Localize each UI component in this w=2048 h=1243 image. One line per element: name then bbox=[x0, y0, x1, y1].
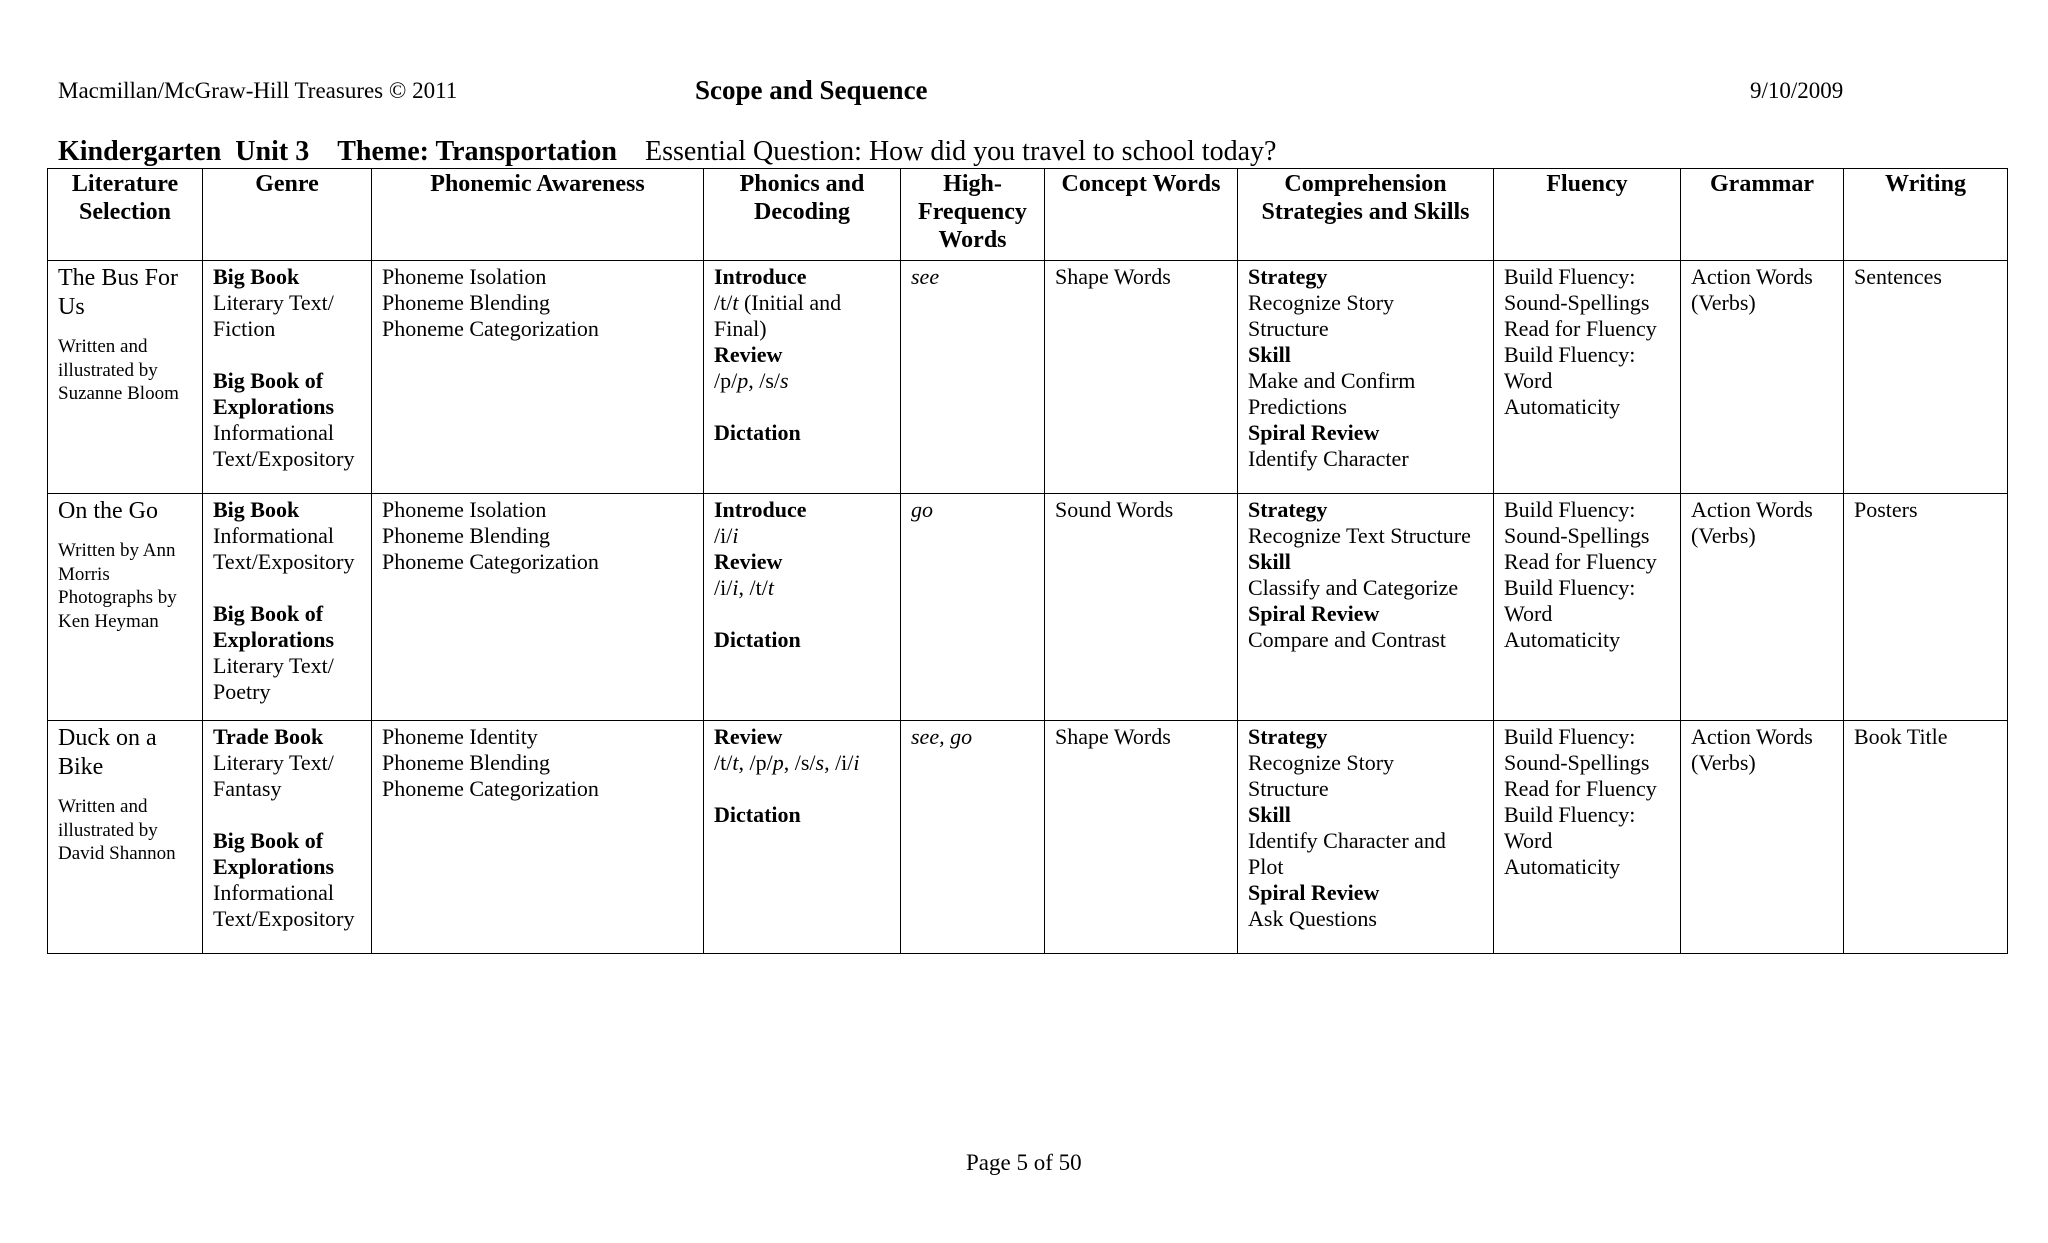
genre-text: Poetry bbox=[213, 679, 271, 704]
genre-text: Informational bbox=[213, 523, 334, 548]
fluency-item: Automaticity bbox=[1504, 394, 1621, 419]
grammar-item: (Verbs) bbox=[1691, 523, 1756, 548]
fluency-item: Sound-Spellings bbox=[1504, 290, 1650, 315]
literature-cell bbox=[48, 494, 203, 721]
phonics-heading: Review bbox=[714, 549, 783, 574]
comp-text: Plot bbox=[1248, 854, 1284, 879]
literature-cell bbox=[48, 721, 203, 954]
phonemic-cell bbox=[372, 494, 704, 721]
comp-text: Compare and Contrast bbox=[1248, 627, 1446, 652]
comp-text: Make and Confirm bbox=[1248, 368, 1416, 393]
concept-cell: Shape Words bbox=[1045, 721, 1238, 954]
comp-heading: Strategy bbox=[1248, 724, 1328, 749]
phonics-line: Final) bbox=[714, 316, 767, 341]
fluency-item: Word bbox=[1504, 828, 1553, 853]
grade-unit: Kindergarten Unit 3 bbox=[58, 136, 310, 167]
phonics-line: /t/t (Initial and bbox=[714, 290, 842, 315]
hfw-value: see bbox=[911, 264, 940, 289]
grammar-cell bbox=[1681, 494, 1844, 721]
table-row bbox=[48, 261, 2008, 494]
phonics-heading: Introduce bbox=[714, 264, 807, 289]
fluency-item: Sound-Spellings bbox=[1504, 523, 1650, 548]
fluency-item: Build Fluency: bbox=[1504, 497, 1636, 522]
fluency-item: Build Fluency: bbox=[1504, 342, 1636, 367]
hfw-cell bbox=[901, 261, 1045, 494]
fluency-item: Word bbox=[1504, 368, 1553, 393]
literature-title: Duck on a Bike bbox=[58, 725, 157, 780]
col-header-comprehension: Comprehension Strategies and Skills bbox=[1238, 169, 1494, 261]
phonics-heading: Dictation bbox=[714, 627, 801, 652]
phonics-heading: Review bbox=[714, 724, 783, 749]
genre-text: Text/Expository bbox=[213, 549, 355, 574]
genre-text: Literary Text/ bbox=[213, 290, 334, 315]
phonemic-item: Phoneme Categorization bbox=[382, 549, 599, 574]
grammar-item: (Verbs) bbox=[1691, 750, 1756, 775]
comprehension-cell bbox=[1238, 261, 1494, 494]
phonemic-item: Phoneme Blending bbox=[382, 750, 551, 775]
phonemic-item: Phoneme Categorization bbox=[382, 316, 599, 341]
grammar-cell bbox=[1681, 721, 1844, 954]
col-header-hfw: High-Frequency Words bbox=[901, 169, 1045, 261]
comp-text: Predictions bbox=[1248, 394, 1347, 419]
phonemic-item: Phoneme Isolation bbox=[382, 264, 547, 289]
fluency-item: Read for Fluency bbox=[1504, 549, 1657, 574]
hfw-cell bbox=[901, 494, 1045, 721]
phonemic-item: Phoneme Blending bbox=[382, 523, 551, 548]
comp-text: Identify Character bbox=[1248, 446, 1409, 471]
phonemic-item: Phoneme Isolation bbox=[382, 497, 547, 522]
fluency-item: Build Fluency: bbox=[1504, 724, 1636, 749]
grammar-item: Action Words bbox=[1691, 264, 1813, 289]
fluency-item: Read for Fluency bbox=[1504, 316, 1657, 341]
header-row bbox=[48, 169, 2008, 261]
phonics-line: /t/t, /p/p, /s/s, /i/i bbox=[714, 750, 860, 775]
grammar-cell bbox=[1681, 261, 1844, 494]
fluency-item: Automaticity bbox=[1504, 627, 1621, 652]
page-number: Page 5 of 50 bbox=[966, 1150, 1082, 1175]
phonics-heading: Dictation bbox=[714, 420, 801, 445]
genre-book-type: Explorations bbox=[213, 854, 335, 879]
genre-book-type: Big Book of bbox=[213, 368, 324, 393]
comp-heading: Skill bbox=[1248, 802, 1291, 827]
writing-cell: Sentences bbox=[1844, 261, 2008, 494]
essential-question: Essential Question: How did you travel to school today? bbox=[644, 136, 1277, 167]
hfw-cell bbox=[901, 721, 1045, 954]
fluency-item: Word bbox=[1504, 601, 1553, 626]
genre-cell bbox=[203, 261, 372, 494]
comp-heading: Spiral Review bbox=[1248, 601, 1380, 626]
comp-heading: Spiral Review bbox=[1248, 420, 1380, 445]
genre-text: Literary Text/ bbox=[213, 750, 334, 775]
genre-book-type: Big Book of bbox=[213, 601, 324, 626]
comprehension-cell bbox=[1238, 494, 1494, 721]
literature-cell bbox=[48, 261, 203, 494]
phonemic-cell bbox=[372, 721, 704, 954]
genre-cell bbox=[203, 721, 372, 954]
comp-text: Structure bbox=[1248, 776, 1329, 801]
writing-cell: Posters bbox=[1844, 494, 2008, 721]
genre-text: Text/Expository bbox=[213, 446, 355, 471]
col-header-grammar: Grammar bbox=[1681, 169, 1844, 261]
genre-text: Text/Expository bbox=[213, 906, 355, 931]
literature-credit: Written and illustrated by Suzanne Bloom bbox=[58, 336, 179, 404]
phonics-heading: Dictation bbox=[714, 802, 801, 827]
concept-cell: Shape Words bbox=[1045, 261, 1238, 494]
comp-heading: Spiral Review bbox=[1248, 880, 1380, 905]
writing-cell: Book Title bbox=[1844, 721, 2008, 954]
phonics-cell bbox=[704, 261, 901, 494]
comp-text: Ask Questions bbox=[1248, 906, 1377, 931]
genre-cell bbox=[203, 494, 372, 721]
table-row bbox=[48, 494, 2008, 721]
genre-text: Informational bbox=[213, 880, 334, 905]
phonemic-item: Phoneme Categorization bbox=[382, 776, 599, 801]
genre-book-type: Trade Book bbox=[213, 724, 324, 749]
genre-book-type: Big Book bbox=[213, 264, 300, 289]
comprehension-cell bbox=[1238, 721, 1494, 954]
genre-text: Fantasy bbox=[213, 776, 282, 801]
comp-text: Identify Character and bbox=[1248, 828, 1446, 853]
phonics-line: /i/i bbox=[714, 523, 739, 548]
literature-title: On the Go bbox=[58, 498, 158, 524]
fluency-cell bbox=[1494, 721, 1681, 954]
comp-heading: Skill bbox=[1248, 342, 1291, 367]
hfw-value: see, go bbox=[911, 724, 973, 749]
comp-heading: Skill bbox=[1248, 549, 1291, 574]
genre-book-type: Explorations bbox=[213, 627, 335, 652]
col-header-writing: Writing bbox=[1844, 169, 2008, 261]
literature-title: The Bus For Us bbox=[58, 265, 178, 320]
fluency-cell bbox=[1494, 494, 1681, 721]
grammar-item: Action Words bbox=[1691, 497, 1813, 522]
fluency-cell bbox=[1494, 261, 1681, 494]
col-header-genre: Genre bbox=[203, 169, 372, 261]
col-header-concept: Concept Words bbox=[1045, 169, 1238, 261]
comp-text: Recognize Text Structure bbox=[1248, 523, 1471, 548]
phonemic-item: Phoneme Blending bbox=[382, 290, 551, 315]
phonics-cell bbox=[704, 721, 901, 954]
col-header-fluency: Fluency bbox=[1494, 169, 1681, 261]
fluency-item: Automaticity bbox=[1504, 854, 1621, 879]
grammar-item: Action Words bbox=[1691, 724, 1813, 749]
genre-book-type: Big Book bbox=[213, 497, 300, 522]
phonics-heading: Review bbox=[714, 342, 783, 367]
col-header-phonics: Phonics and Decoding bbox=[704, 169, 901, 261]
comp-text: Recognize Story bbox=[1248, 750, 1395, 775]
fluency-item: Build Fluency: bbox=[1504, 264, 1636, 289]
fluency-item: Read for Fluency bbox=[1504, 776, 1657, 801]
publisher-line: Macmillan/McGraw-Hill Treasures © 2011 bbox=[58, 78, 458, 103]
comp-text: Classify and Categorize bbox=[1248, 575, 1459, 600]
comp-text: Recognize Story bbox=[1248, 290, 1395, 315]
comp-text: Structure bbox=[1248, 316, 1329, 341]
genre-text: Literary Text/ bbox=[213, 653, 334, 678]
comp-heading: Strategy bbox=[1248, 497, 1328, 522]
col-header-phonemic: Phonemic Awareness bbox=[372, 169, 704, 261]
genre-book-type: Explorations bbox=[213, 394, 335, 419]
table-row bbox=[48, 721, 2008, 954]
phonics-cell bbox=[704, 494, 901, 721]
concept-cell: Sound Words bbox=[1045, 494, 1238, 721]
fluency-item: Build Fluency: bbox=[1504, 802, 1636, 827]
unit-header bbox=[58, 136, 1276, 168]
theme: Theme: Transportation bbox=[337, 136, 617, 167]
phonics-line: /i/i, /t/t bbox=[714, 575, 774, 600]
literature-credit: Written by Ann Morris Photographs by Ken Heyman bbox=[58, 540, 177, 632]
phonics-heading: Introduce bbox=[714, 497, 807, 522]
scope-table bbox=[47, 168, 2008, 954]
genre-text: Fiction bbox=[213, 316, 276, 341]
comp-heading: Strategy bbox=[1248, 264, 1328, 289]
fluency-item: Sound-Spellings bbox=[1504, 750, 1650, 775]
document-date: 9/10/2009 bbox=[1750, 78, 1844, 103]
fluency-item: Build Fluency: bbox=[1504, 575, 1636, 600]
phonics-line: /p/p, /s/s bbox=[714, 368, 789, 393]
grammar-item: (Verbs) bbox=[1691, 290, 1756, 315]
phonemic-cell bbox=[372, 261, 704, 494]
phonemic-item: Phoneme Identity bbox=[382, 724, 538, 749]
literature-credit: Written and illustrated by David Shannon bbox=[58, 796, 176, 864]
genre-book-type: Big Book of bbox=[213, 828, 324, 853]
genre-text: Informational bbox=[213, 420, 334, 445]
col-header-literature: Literature Selection bbox=[48, 169, 203, 261]
document-title: Scope and Sequence bbox=[695, 75, 928, 105]
hfw-value: go bbox=[911, 497, 933, 522]
